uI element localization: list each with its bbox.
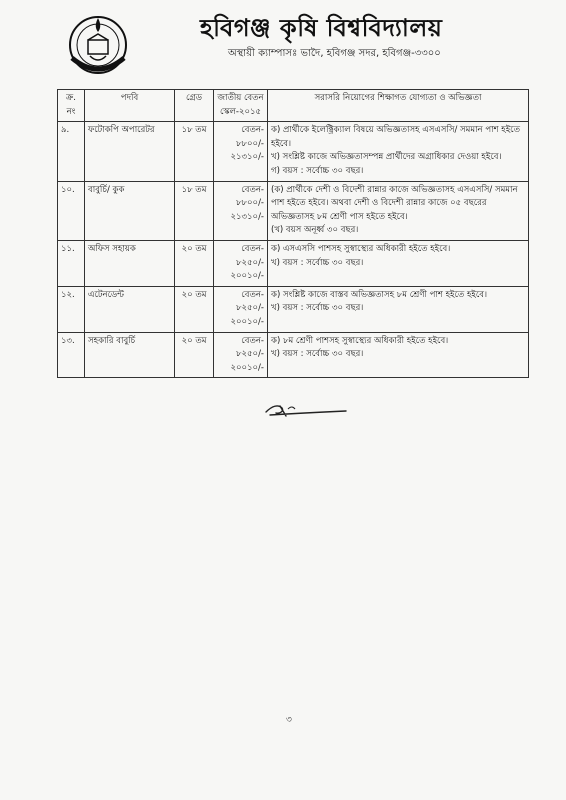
cell-post: বাবুর্চি/ কুক	[85, 181, 175, 240]
table-row	[58, 286, 529, 332]
header-pay-scale: জাতীয় বেতন স্কেল-২০১৫	[214, 90, 268, 122]
table-row	[58, 122, 529, 181]
cell-qualification	[268, 332, 529, 378]
cell-qualification	[268, 181, 529, 240]
qualification-item: খ) বয়স : সর্বোচ্চ ৩০ বছর।	[271, 257, 364, 268]
qualification-item: ক) প্রার্থীকে ইলেক্ট্রিক্যাল বিষয়ে অভিজ্ঞতাসহ এসএসসি/ সমমান পাশ হইতে হইবে।	[271, 125, 520, 149]
cell-grade: ২০ তম	[175, 240, 214, 286]
qualification-item: গ) বয়স : সর্বোচ্চ ৩০ বছর।	[271, 165, 364, 176]
cell-qualification	[268, 240, 529, 286]
handwritten-signature-icon	[262, 400, 348, 420]
qualification-item: খ) বয়স : সর্বোচ্চ ৩০ বছর।	[271, 303, 364, 314]
header-grade: গ্রেড	[175, 90, 214, 122]
qualification-item: খ) সংশ্লিষ্ট কাজে অভিজ্ঞতাসম্পন্ন প্রার্থীদের অগ্রাধিকার দেওয়া হইবে।	[271, 152, 502, 163]
header-qualification: সরাসরি নিয়োগের শিক্ষাগত যোগ্যতা ও অভিজ্ঞতা	[268, 90, 529, 122]
cell-serial: ৯.	[58, 122, 85, 181]
qualification-item: ক) ৮ম শ্রেণী পাশসহ সুস্বাস্থ্যের অধিকারী হইতে হইবে।	[271, 335, 449, 346]
qualification-item: খ) বয়স : সর্বোচ্চ ৩০ বছর।	[271, 349, 364, 360]
cell-serial: ১২.	[58, 286, 85, 332]
cell-grade: ১৮ তম	[175, 181, 214, 240]
table-header-row	[58, 90, 529, 122]
job-requirements-table	[57, 89, 529, 378]
university-title: হবিগঞ্জ কৃষি বিশ্ববিদ্যালয়	[200, 13, 443, 42]
cell-pay: বেতন- ৮২৫০/- ২০০১০/-	[214, 332, 268, 378]
cell-serial: ১১.	[58, 240, 85, 286]
cell-post: অফিস সহায়ক	[85, 240, 175, 286]
qualification-item: (খ) বয়স অনূর্ধ্ব ৩০ বছর।	[271, 225, 359, 236]
cell-post: এটেনডেন্ট	[85, 286, 175, 332]
cell-pay: বেতন- ৮২৫০/- ২০০১০/-	[214, 286, 268, 332]
cell-qualification	[268, 122, 529, 181]
cell-post: ফটোকপি অপারেটর	[85, 122, 175, 181]
cell-serial: ১৩.	[58, 332, 85, 378]
university-address: অস্থায়ী ক্যাম্পাসঃ ভাদৈ, হবিগঞ্জ সদর, হবিগঞ্জ-৩৩০০	[228, 48, 441, 59]
header-serial: ক্র. নং	[58, 90, 85, 122]
cell-serial: ১০.	[58, 181, 85, 240]
cell-pay: বেতন- ৮৮০০/- ২১৩১০/-	[214, 122, 268, 181]
cell-qualification	[268, 286, 529, 332]
cell-post: সহকারি বাবুর্চি	[85, 332, 175, 378]
table-row	[58, 181, 529, 240]
header-post: পদবি	[85, 90, 175, 122]
cell-grade: ২০ তম	[175, 286, 214, 332]
qualification-item: ক) এসএসসি পাশসহ সুস্বাস্থ্যের অধিকারী হইতে হইবে।	[271, 243, 451, 254]
page-number: ৩	[286, 715, 292, 725]
cell-grade: ১৮ তম	[175, 122, 214, 181]
qualification-item: (ক) প্রার্থীকে দেশী ও বিদেশী রান্নার কাজে অভিজ্ঞতাসহ এসএসসি/ সমমান পাশ হইতে হইবে। অথবা দেশী ও বিদেশী রান্নার কাজে ০৫ বছরের অভিজ্ঞতাসহ ৮ম শ্রেণী পাস হইতে হইবে।	[271, 184, 518, 222]
university-seal-icon	[66, 14, 130, 76]
qualification-item: ক) সংশ্লিষ্ট কাজে বাস্তব অভিজ্ঞতাসহ ৮ম শ্রেণী পাশ হইতে হইবে।	[271, 289, 488, 300]
table-row	[58, 332, 529, 378]
table-row	[58, 240, 529, 286]
cell-grade: ২০ তম	[175, 332, 214, 378]
cell-pay: বেতন- ৮৮০০/- ২১৩১০/-	[214, 181, 268, 240]
cell-pay: বেতন- ৮২৫০/- ২০০১০/-	[214, 240, 268, 286]
